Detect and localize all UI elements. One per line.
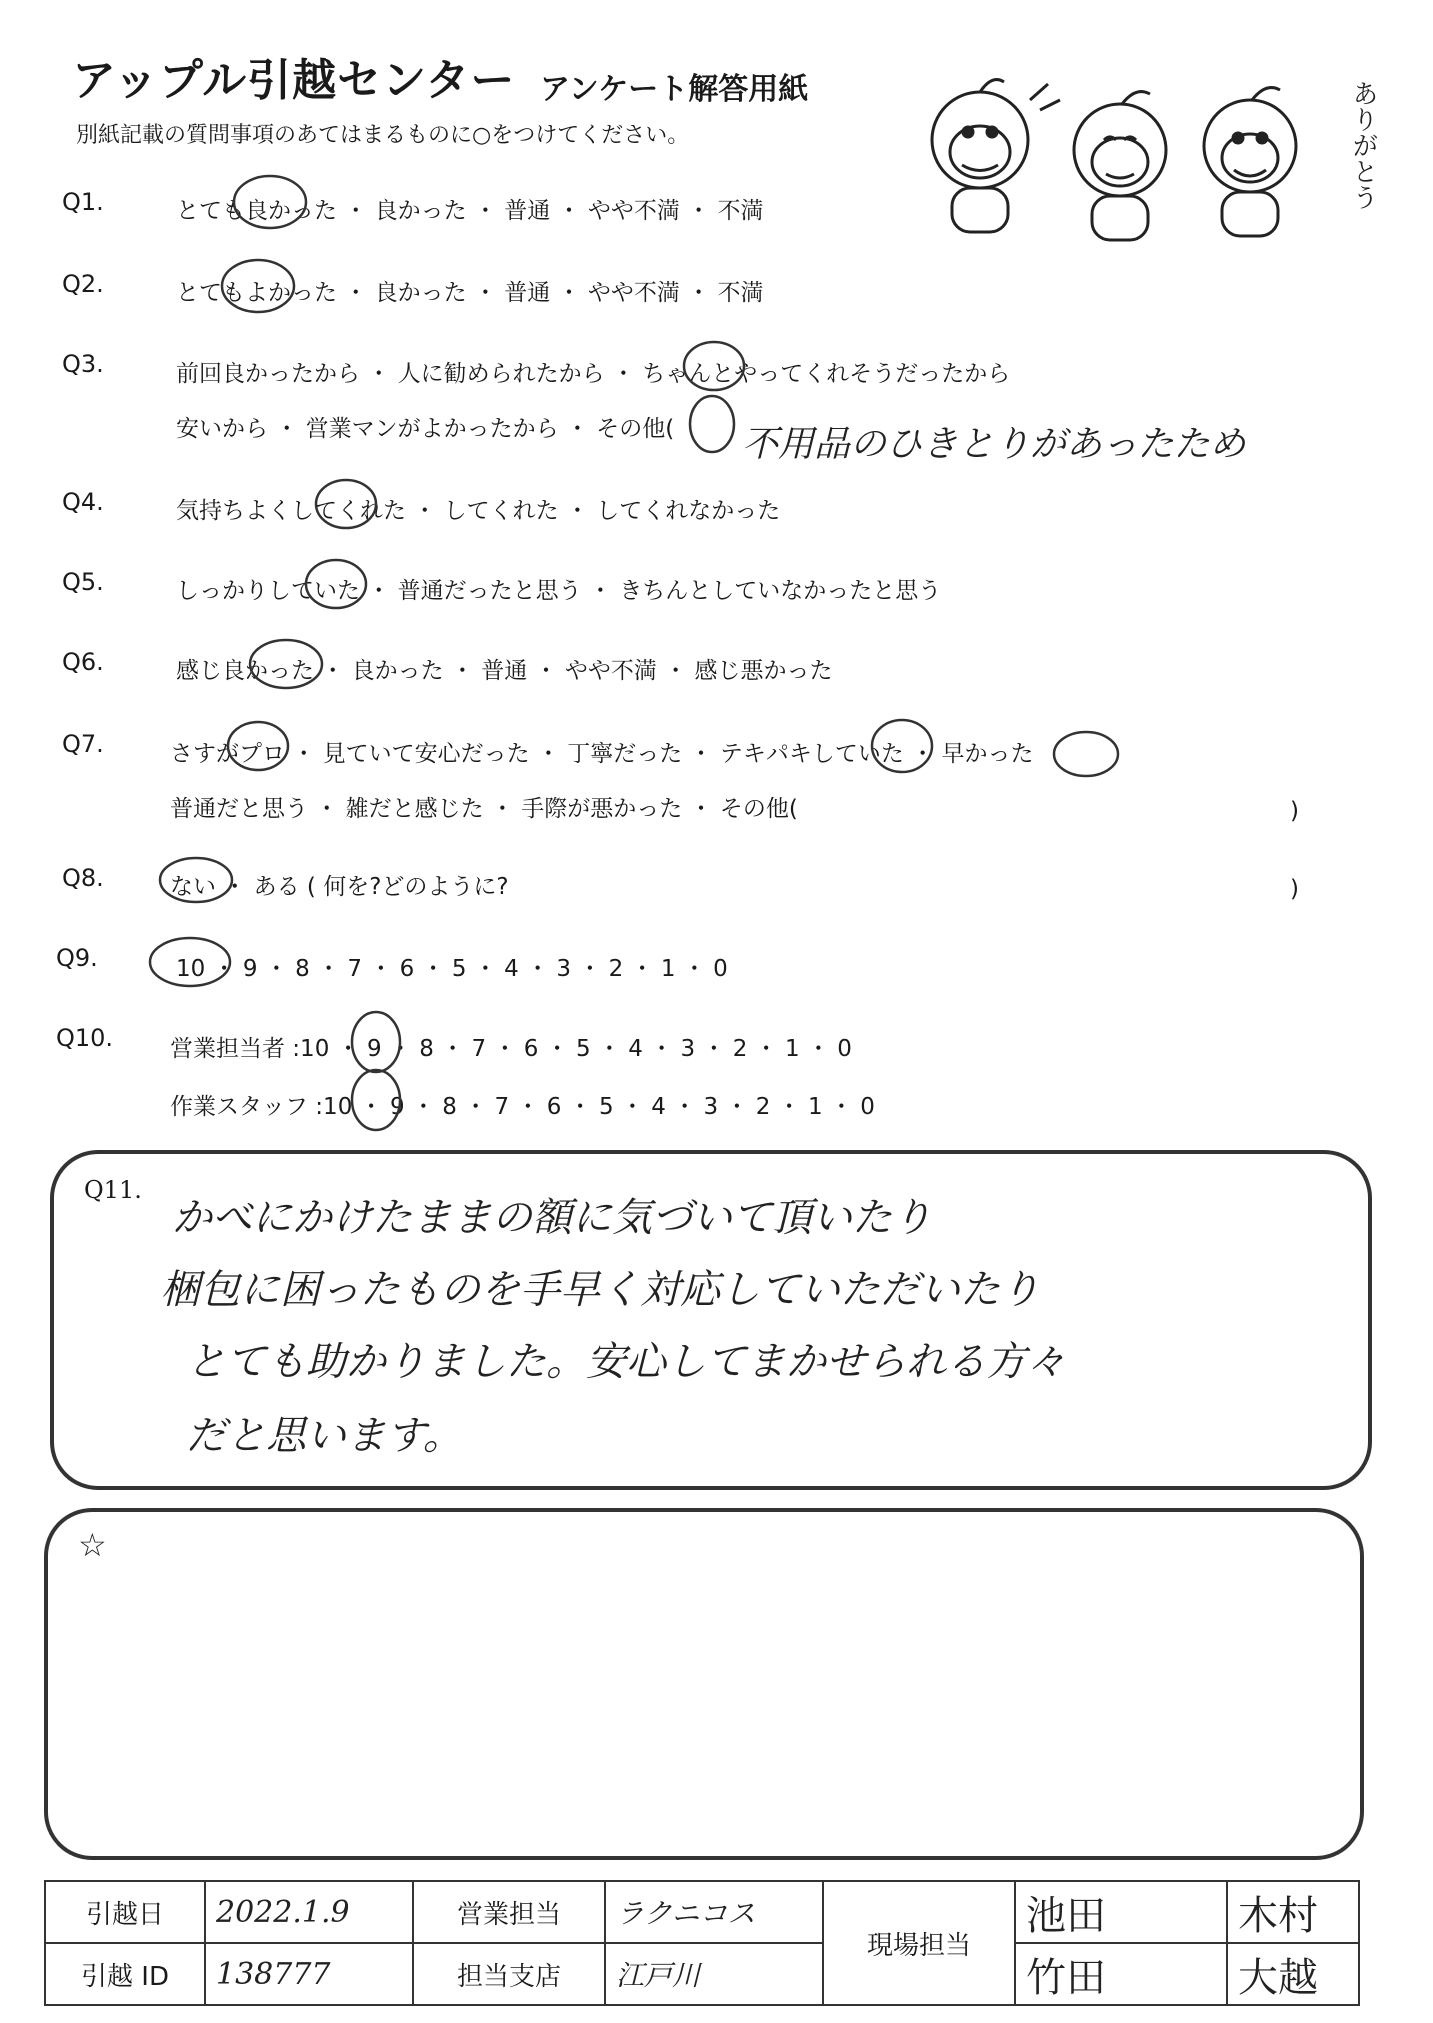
q11-label: Q11.: [84, 1176, 142, 1204]
q10-sales-scale[interactable]: 営業担当者 :10 ・ 9 ・ 8 ・ 7 ・ 6 ・ 5 ・ 4 ・ 3 ・ 2 ・ 1 ・ 0: [170, 1036, 852, 1062]
q11-answer-line4: だと思います。: [186, 1413, 463, 1459]
q11-answer-line2: 梱包に困ったものを手早く対応していただいたり: [160, 1267, 1040, 1313]
q1-label: Q1.: [62, 188, 104, 216]
q10-staff-scale[interactable]: 作業スタッフ :10 ・ 9 ・ 8 ・ 7 ・ 6 ・ 5 ・ 4 ・ 3 ・ 2 ・ 1 ・ 0: [170, 1094, 875, 1120]
sales-label: 営業担当: [413, 1881, 605, 1943]
site-staff-3: 竹田: [1015, 1943, 1227, 2005]
q4-label: Q4.: [62, 488, 104, 516]
site-staff-1: 池田: [1015, 1881, 1227, 1943]
q3-options-line2[interactable]: 安いから ・ 営業マンがよかったから ・ その他(: [176, 416, 675, 442]
site-staff-4: 大越: [1227, 1943, 1359, 2005]
form-subtitle: アンケート解答用紙: [540, 72, 809, 107]
q11-answer-line1: かべにかけたままの額に気づいて頂いたり: [172, 1195, 932, 1241]
move-id-value: 138777: [205, 1943, 413, 2005]
star-comment-box: [44, 1508, 1364, 1860]
branch-label: 担当支店: [413, 1943, 605, 2005]
q6-options[interactable]: 感じ良かった ・ 良かった ・ 普通 ・ やや不満 ・ 感じ悪かった: [176, 658, 833, 684]
instruction-text: 別紙記載の質問事項のあてはまるものに○をつけてください。: [76, 123, 690, 148]
q8-label: Q8.: [62, 864, 104, 892]
q3-label: Q3.: [62, 350, 104, 378]
q2-label: Q2.: [62, 270, 104, 298]
site-staff-2: 木村: [1227, 1881, 1359, 1943]
q9-scale[interactable]: 10 ・ 9 ・ 8 ・ 7 ・ 6 ・ 5 ・ 4 ・ 3 ・ 2 ・ 1 ・ 0: [176, 956, 728, 982]
q3-options-line1[interactable]: 前回良かったから ・ 人に勧められたから ・ ちゃんとやってくれそうだったから: [176, 361, 1011, 387]
q7-label: Q7.: [62, 730, 104, 758]
move-id-label: 引越 ID: [45, 1943, 205, 2005]
q9-label: Q9.: [56, 944, 98, 972]
move-date-value: 2022.1.9: [205, 1881, 413, 1943]
branch-value: 江戸川: [605, 1943, 823, 2005]
q5-label: Q5.: [62, 568, 104, 596]
q5-options[interactable]: しっかりしていた ・ 普通だったと思う ・ きちんとしていなかったと思う: [176, 578, 942, 604]
star-icon: ☆: [78, 1526, 107, 1564]
q1-options[interactable]: とても良かった ・ 良かった ・ 普通 ・ やや不満 ・ 不満: [176, 198, 764, 224]
sales-value: ラクニコス: [605, 1881, 823, 1943]
thanks-text: ありがとう: [1348, 80, 1378, 210]
q8-options[interactable]: ない ・ ある ( 何を?どのように?: [170, 874, 509, 900]
q6-label: Q6.: [62, 648, 104, 676]
q2-options[interactable]: とてもよかった ・ 良かった ・ 普通 ・ やや不満 ・ 不満: [176, 280, 764, 306]
q10-label: Q10.: [56, 1024, 114, 1052]
q7-close-paren: ): [1290, 798, 1299, 824]
move-info-table: [44, 1880, 1360, 2006]
q7-options-line1[interactable]: さすがプロ ・ 見ていて安心だった ・ 丁寧だった ・ テキパキしていた ・ 早かった: [170, 741, 1034, 767]
q11-answer-line3: とても助かりました。安心してまかせられる方々: [186, 1339, 1066, 1385]
move-date-label: 引越日: [45, 1881, 205, 1943]
q4-options[interactable]: 気持ちよくしてくれた ・ してくれた ・ してくれなかった: [176, 498, 781, 524]
brand-title: アップル引越センター: [72, 55, 516, 106]
q8-close-paren: ): [1290, 876, 1299, 902]
site-staff-label: 現場担当: [823, 1881, 1015, 2005]
q3-other-answer: 不用品のひきとりがあったため: [742, 424, 1246, 465]
q7-options-line2[interactable]: 普通だと思う ・ 雑だと感じた ・ 手際が悪かった ・ その他(: [170, 796, 798, 822]
